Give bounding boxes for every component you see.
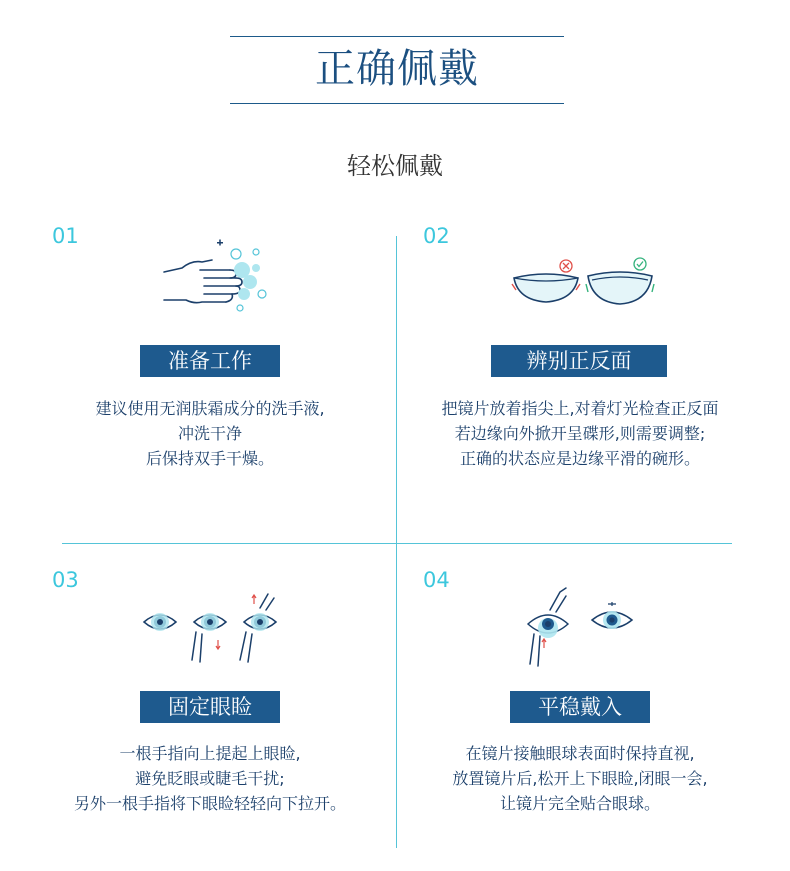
page-subtitle: 轻松佩戴 bbox=[347, 152, 443, 180]
step-2-line-1: 把镜片放着指尖上,对着灯光检查正反面 bbox=[441, 399, 719, 418]
title-bottom-rule bbox=[230, 103, 564, 104]
step-2-label: 辨别正反面 bbox=[491, 345, 667, 377]
step-2-number: 02 bbox=[423, 224, 450, 248]
step-1-description bbox=[30, 396, 390, 471]
page-title: 正确佩戴 bbox=[315, 46, 479, 92]
step-1-line-3: 后保持双手干燥。 bbox=[145, 449, 274, 468]
step-3-line-3: 另外一根手指将下眼睑轻轻向下拉开。 bbox=[73, 794, 346, 813]
wrong-lens-icon bbox=[512, 260, 580, 302]
step-4-line-3: 让镜片完全贴合眼球。 bbox=[499, 794, 660, 813]
insert-lens-icon bbox=[520, 584, 650, 668]
step-2-description bbox=[400, 396, 760, 471]
step-4-number: 04 bbox=[423, 568, 450, 592]
correct-lens-icon bbox=[586, 258, 654, 304]
step-3-description bbox=[30, 741, 390, 816]
step-1-line-1: 建议使用无润肤霜成分的洗手液, bbox=[95, 399, 325, 418]
lens-orientation-icon bbox=[508, 256, 658, 312]
hold-eyelid-icon bbox=[140, 590, 290, 666]
step-4-line-1: 在镜片接触眼球表面时保持直视, bbox=[465, 744, 695, 763]
step-3-label: 固定眼睑 bbox=[140, 691, 280, 723]
title-top-rule bbox=[230, 36, 564, 37]
step-1-line-2: 冲洗干净 bbox=[177, 424, 242, 443]
step-4-label: 平稳戴入 bbox=[510, 691, 650, 723]
page-header bbox=[230, 36, 564, 104]
step-2-line-3: 正确的状态应是边缘平滑的碗形。 bbox=[459, 449, 700, 468]
step-3-number: 03 bbox=[52, 568, 79, 592]
step-4-line-2: 放置镜片后,松开上下眼睑,闭眼一会, bbox=[452, 769, 708, 788]
step-4-description bbox=[400, 741, 760, 816]
step-1-number: 01 bbox=[52, 224, 79, 248]
hand-wash-icon bbox=[160, 238, 270, 318]
grid-vertical-divider bbox=[396, 236, 397, 848]
step-3-line-1: 一根手指向上提起上眼睑, bbox=[119, 744, 301, 763]
step-3-line-2: 避免眨眼或睫毛干扰; bbox=[135, 769, 285, 788]
step-2-line-2: 若边缘向外掀开呈碟形,则需要调整; bbox=[454, 424, 706, 443]
grid-horizontal-divider bbox=[62, 543, 732, 544]
step-1-label: 准备工作 bbox=[140, 345, 280, 377]
